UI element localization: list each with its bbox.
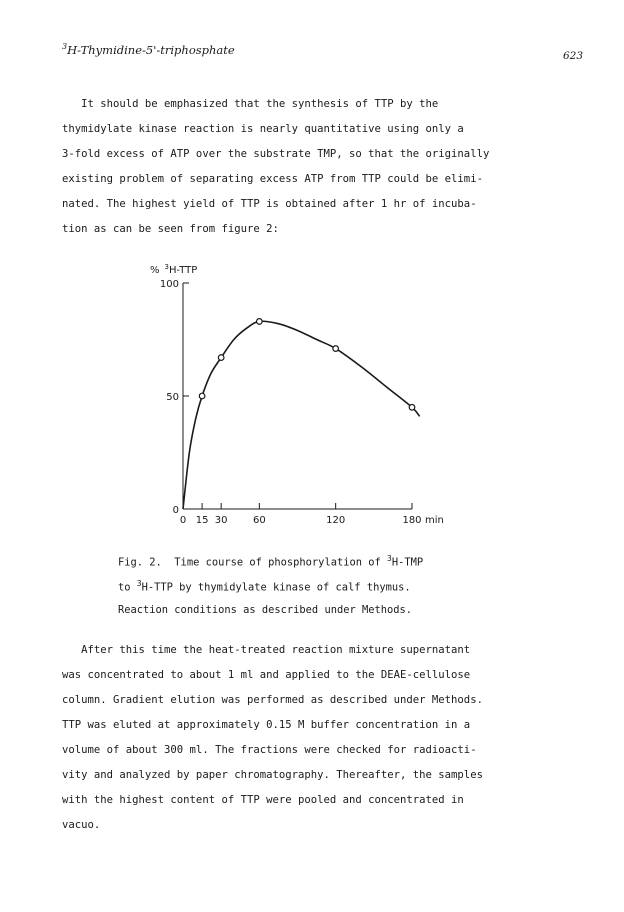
y-axis-label-sup: 3 (164, 263, 169, 271)
y-axis-label (150, 263, 197, 276)
paragraph-1-line: It should be emphasized that the synthesis of TTP by the (62, 98, 439, 110)
paragraph-2-line: vacuo. (62, 819, 101, 831)
caption-line-1 (118, 548, 423, 573)
x-tick-label: 0 (179, 515, 187, 526)
running-title-text: H-Thymidine-5'-triphosphate (67, 42, 235, 57)
data-points (199, 319, 415, 410)
x-ticks (180, 503, 422, 526)
paragraph-1-line: 3-fold excess of ATP over the substrate TMP, so that the originally (62, 148, 490, 160)
caption-line-1-sup: 3 (387, 554, 392, 563)
data-point (333, 346, 339, 352)
caption-line-1-post: H-TMP (391, 556, 424, 569)
x-tick-label: 15 (195, 515, 209, 526)
data-point (218, 355, 224, 361)
y-ticks (160, 279, 189, 516)
y-axis-label-prefix: % (150, 265, 160, 276)
caption-line-2 (118, 573, 423, 598)
paragraph-1-line: thymidylate kinase reaction is nearly quantitative using only a (62, 123, 464, 135)
caption-line-3: Reaction conditions as described under Methods. (118, 603, 413, 616)
caption-line-2-sup: 3 (136, 579, 142, 589)
y-tick-label: 50 (166, 392, 179, 403)
paragraph-2-line: with the highest content of TTP were pooled and concentrated in (62, 794, 464, 806)
paragraph-2-line: was concentrated to about 1 ml and applied to the DEAE-cellulose (62, 669, 471, 681)
data-point (409, 405, 415, 411)
x-tick-label: 60 (252, 515, 266, 526)
page-number: 623 (563, 50, 584, 62)
y-axis-label-text: H-TTP (168, 265, 198, 276)
x-tick-label: 120 (326, 515, 346, 526)
paragraph-1-line: nated. The highest yield of TTP is obtained after 1 hr of incuba- (62, 198, 477, 210)
y-tick-label: 100 (159, 279, 179, 290)
caption-line-1-pre: Fig. 2. Time course of phosphorylation of (118, 556, 387, 569)
paragraph-1-line: existing problem of separating excess ATP from TTP could be elimi- (62, 173, 483, 185)
data-point (257, 319, 263, 325)
y-tick-label: 0 (172, 505, 179, 516)
caption-line-2-post: H-TTP by thymidylate kinase of calf thymus. (141, 581, 411, 594)
x-tick-label: 30 (214, 515, 228, 526)
paragraph-2-line: vity and analyzed by paper chromatography. Thereafter, the samples (62, 769, 483, 781)
paragraph-2-line: After this time the heat-treated reaction mixture supernatant (62, 644, 471, 656)
x-axis-label: min (425, 515, 444, 526)
paragraph-2-line: TTP was eluted at approximately 0.15 M buffer concentration in a (62, 719, 471, 731)
data-curve (183, 321, 420, 509)
paragraph-2-line: column. Gradient elution was performed as described under Methods. (62, 694, 483, 706)
caption-line-2-pre: to (118, 581, 137, 594)
paragraph-2 (62, 638, 572, 838)
figure-caption (118, 548, 423, 621)
x-tick-label: 180 (402, 515, 422, 526)
paragraph-1-line: tion as can be seen from figure 2: (62, 223, 279, 235)
running-title-sup: 3 (62, 42, 68, 51)
data-point (199, 393, 205, 399)
paragraph-2-line: volume of about 300 ml. The fractions were checked for radioacti- (62, 744, 477, 756)
